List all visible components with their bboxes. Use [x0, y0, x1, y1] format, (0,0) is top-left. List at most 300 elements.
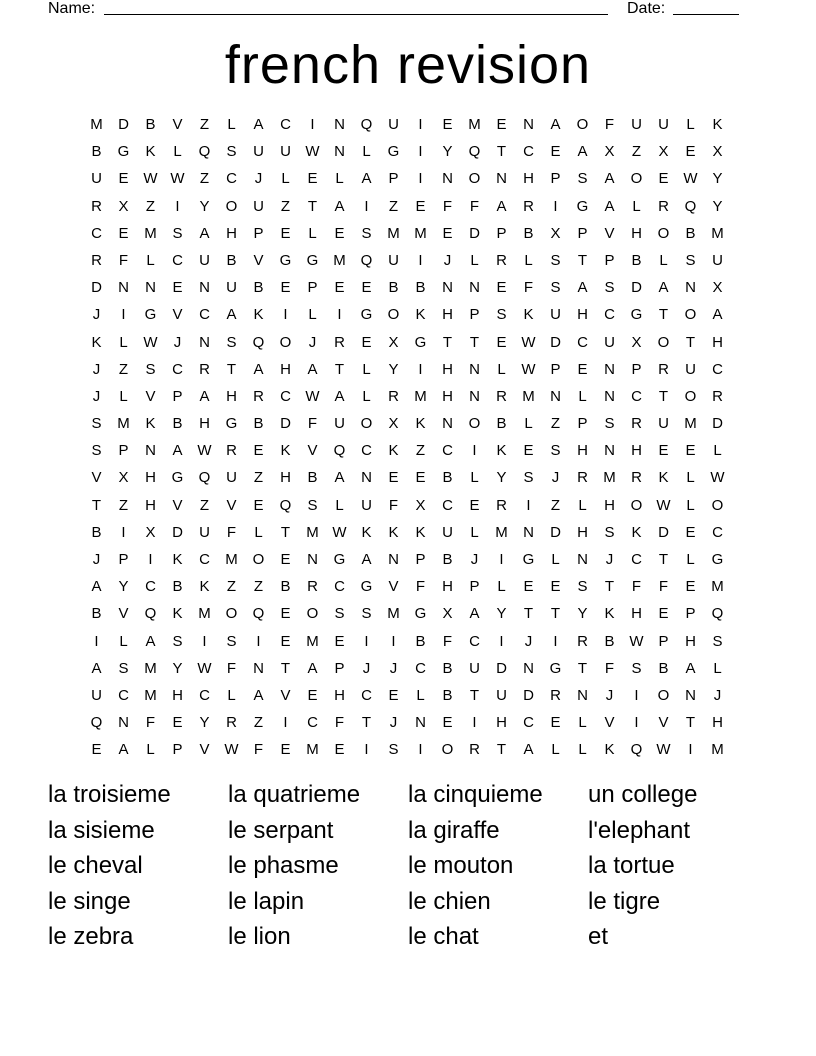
grid-letter: M — [522, 387, 535, 405]
grid-letter: O — [468, 170, 481, 188]
grid-letter: E — [523, 442, 534, 460]
grid-letter: G — [414, 605, 427, 623]
grid-letter: B — [523, 224, 534, 242]
grid-letter: R — [577, 632, 588, 650]
word-bank-item: le chien — [408, 887, 491, 915]
grid-letter: V — [172, 116, 183, 133]
grid-letter: H — [334, 686, 345, 704]
grid-letter: D — [118, 116, 129, 133]
grid-letter: A — [712, 306, 723, 324]
grid-letter: A — [199, 387, 210, 405]
grid-letter: T — [280, 659, 291, 677]
grid-letter: R — [91, 251, 102, 269]
grid-letter: J — [92, 360, 101, 378]
grid-letter: B — [496, 415, 507, 433]
grid-letter: S — [388, 741, 399, 759]
grid-letter: R — [496, 496, 507, 514]
grid-letter: M — [387, 605, 400, 623]
grid-letter: S — [685, 251, 696, 269]
grid-letter: Z — [631, 143, 642, 161]
grid-letter: A — [307, 659, 318, 677]
grid-letter: I — [688, 741, 693, 759]
grid-letter: E — [172, 279, 183, 297]
grid-letter: G — [711, 551, 724, 568]
grid-letter: W — [332, 523, 347, 541]
grid-letter: Y — [712, 197, 723, 215]
grid-letter: J — [92, 551, 101, 568]
grid-letter: J — [713, 686, 722, 704]
grid-letter: N — [523, 523, 534, 541]
grid-letter: M — [603, 469, 616, 487]
grid-letter: U — [631, 116, 642, 133]
grid-letter: T — [442, 333, 453, 351]
grid-letter: R — [631, 469, 642, 487]
grid-letter: E — [334, 741, 345, 759]
grid-letter: U — [550, 306, 561, 324]
grid-letter: I — [499, 632, 504, 650]
word-bank-item: le lion — [228, 923, 291, 950]
grid-letter: U — [442, 523, 453, 541]
grid-letter: G — [630, 306, 643, 324]
grid-letter: X — [604, 143, 615, 161]
grid-letter: N — [469, 279, 480, 297]
grid-letter: W — [305, 143, 320, 161]
word-bank-item: le phasme — [228, 852, 339, 879]
grid-letter: U — [658, 116, 669, 133]
grid-letter: W — [197, 442, 212, 460]
grid-letter: O — [279, 333, 292, 351]
grid-letter: L — [119, 333, 128, 351]
grid-letter: H — [631, 442, 642, 460]
grid-letter: K — [712, 116, 723, 133]
grid-letter: C — [172, 251, 183, 269]
grid-letter: O — [657, 686, 670, 704]
grid-letter: T — [469, 333, 480, 351]
grid-letter: J — [524, 632, 533, 650]
grid-letter: C — [334, 578, 345, 596]
grid-letter: I — [121, 306, 126, 324]
grid-letter: I — [634, 686, 639, 704]
grid-letter: B — [442, 469, 453, 487]
grid-letter: K — [658, 469, 669, 487]
grid-letter: T — [361, 714, 372, 732]
grid-letter: I — [94, 632, 99, 650]
grid-letter: G — [387, 143, 400, 161]
grid-letter: D — [631, 279, 642, 297]
grid-letter: L — [281, 170, 290, 188]
word-search-grid — [83, 111, 731, 764]
word-bank-item: la giraffe — [408, 816, 500, 844]
grid-letter: S — [550, 251, 561, 269]
grid-letter: A — [199, 224, 210, 242]
grid-letter: G — [333, 551, 346, 568]
grid-letter: E — [550, 143, 561, 161]
grid-letter: C — [604, 306, 615, 324]
grid-letter: S — [550, 279, 561, 297]
grid-letter: Y — [577, 605, 588, 623]
grid-letter: M — [90, 116, 103, 133]
grid-letter: C — [199, 306, 210, 324]
grid-letter: Y — [496, 469, 507, 487]
grid-letter: I — [418, 143, 423, 161]
grid-letter: I — [148, 551, 153, 568]
grid-letter: F — [118, 251, 129, 269]
grid-letter: M — [144, 659, 157, 677]
grid-letter: S — [577, 578, 588, 596]
grid-letter: F — [253, 741, 264, 759]
grid-letter: T — [496, 741, 507, 759]
grid-letter: P — [172, 387, 183, 405]
grid-letter: T — [577, 251, 588, 269]
grid-letter: X — [631, 333, 642, 351]
grid-letter: W — [656, 496, 671, 514]
grid-letter: O — [468, 415, 481, 433]
grid-letter: I — [418, 170, 423, 188]
grid-letter: J — [92, 306, 101, 324]
grid-letter: H — [145, 496, 156, 514]
grid-letter: H — [442, 578, 453, 596]
grid-letter: M — [144, 686, 157, 704]
grid-letter: N — [361, 469, 372, 487]
grid-letter: T — [658, 551, 669, 568]
grid-letter: Z — [253, 469, 264, 487]
grid-letter: M — [711, 741, 724, 759]
grid-letter: Z — [280, 197, 291, 215]
grid-letter: E — [550, 578, 561, 596]
grid-letter: E — [442, 714, 453, 732]
grid-letter: Z — [199, 116, 210, 133]
grid-letter: H — [172, 686, 183, 704]
grid-letter: M — [198, 605, 211, 623]
grid-letter: N — [604, 387, 615, 405]
grid-letter: M — [306, 741, 319, 759]
grid-letter: O — [657, 333, 670, 351]
grid-letter: R — [199, 360, 210, 378]
word-bank-item: un college — [588, 781, 698, 808]
grid-letter: O — [630, 496, 643, 514]
grid-letter: K — [496, 442, 507, 460]
grid-letter: C — [523, 143, 534, 161]
grid-letter: A — [334, 469, 345, 487]
grid-letter: E — [253, 496, 264, 514]
grid-letter: M — [333, 251, 346, 269]
grid-letter: O — [360, 415, 373, 433]
grid-letter: R — [496, 251, 507, 269]
grid-letter: A — [361, 170, 372, 188]
grid-letter: E — [334, 279, 345, 297]
grid-letter: N — [145, 279, 156, 297]
grid-letter: Y — [496, 605, 507, 623]
grid-letter: N — [442, 279, 453, 297]
grid-letter: A — [172, 442, 183, 460]
grid-letter: E — [685, 442, 696, 460]
grid-letter: A — [334, 197, 345, 215]
grid-letter: B — [658, 659, 669, 677]
grid-letter: E — [496, 279, 507, 297]
grid-letter: A — [658, 279, 669, 297]
grid-letter: N — [334, 116, 345, 133]
grid-letter: I — [472, 442, 477, 460]
grid-letter: N — [118, 714, 129, 732]
grid-letter: Q — [333, 442, 346, 460]
grid-letter: M — [306, 632, 319, 650]
grid-letter: V — [280, 686, 291, 704]
grid-letter: D — [280, 415, 291, 433]
grid-letter: A — [685, 659, 696, 677]
grid-letter: S — [496, 306, 507, 324]
grid-letter: K — [145, 143, 156, 161]
grid-letter: B — [415, 632, 426, 650]
grid-letter: L — [578, 387, 587, 405]
grid-letter: A — [253, 360, 264, 378]
grid-letter: V — [658, 714, 669, 732]
grid-letter: L — [362, 387, 371, 405]
grid-letter: F — [604, 659, 615, 677]
grid-letter: G — [522, 551, 535, 568]
grid-letter: C — [523, 714, 534, 732]
grid-letter: Z — [550, 415, 561, 433]
grid-letter: V — [226, 496, 237, 514]
grid-letter: X — [415, 496, 426, 514]
grid-letter: I — [121, 523, 126, 541]
grid-letter: C — [577, 333, 588, 351]
word-bank-item: le mouton — [408, 852, 514, 879]
grid-letter: R — [712, 387, 723, 405]
grid-letter: E — [118, 224, 129, 242]
grid-letter: E — [172, 714, 183, 732]
grid-letter: K — [280, 442, 291, 460]
grid-letter: I — [364, 741, 369, 759]
grid-letter: K — [604, 741, 615, 759]
grid-letter: G — [360, 578, 373, 596]
grid-letter: W — [521, 333, 536, 351]
grid-letter: K — [172, 551, 183, 568]
grid-letter: T — [685, 714, 696, 732]
grid-letter: A — [361, 551, 372, 568]
grid-letter: S — [226, 632, 237, 650]
grid-letter: B — [388, 279, 399, 297]
grid-letter: S — [604, 279, 615, 297]
grid-letter: J — [443, 251, 452, 269]
grid-letter: C — [199, 551, 210, 568]
grid-letter: I — [283, 306, 288, 324]
grid-letter: N — [307, 551, 318, 568]
grid-letter: M — [468, 116, 481, 133]
grid-letter: E — [91, 741, 102, 759]
grid-letter: L — [551, 551, 560, 568]
grid-letter: G — [306, 251, 319, 269]
grid-letter: E — [253, 442, 264, 460]
grid-letter: A — [118, 741, 129, 759]
grid-letter: R — [91, 197, 102, 215]
grid-letter: C — [91, 224, 102, 242]
grid-letter: N — [199, 279, 210, 297]
grid-letter: U — [280, 143, 291, 161]
grid-letter: Y — [199, 197, 210, 215]
grid-letter: I — [202, 632, 207, 650]
grid-letter: M — [225, 551, 238, 568]
grid-letter: L — [227, 686, 236, 704]
grid-letter: T — [334, 360, 345, 378]
grid-letter: B — [145, 116, 156, 133]
grid-letter: L — [146, 741, 155, 759]
grid-letter: E — [523, 578, 534, 596]
grid-letter: Q — [468, 143, 481, 161]
grid-letter: F — [658, 578, 669, 596]
grid-letter: T — [496, 143, 507, 161]
grid-letter: R — [577, 469, 588, 487]
grid-letter: S — [631, 659, 642, 677]
grid-letter: B — [172, 415, 183, 433]
grid-letter: A — [334, 387, 345, 405]
grid-letter: H — [145, 469, 156, 487]
grid-letter: V — [604, 714, 615, 732]
grid-letter: S — [226, 143, 237, 161]
grid-letter: F — [388, 496, 399, 514]
word-bank-item: et — [588, 923, 609, 950]
grid-letter: N — [199, 333, 210, 351]
grid-letter: E — [577, 360, 588, 378]
grid-letter: N — [145, 442, 156, 460]
grid-letter: Q — [279, 496, 292, 514]
grid-letter: T — [577, 659, 588, 677]
grid-letter: U — [334, 415, 345, 433]
grid-letter: E — [685, 578, 696, 596]
grid-letter: J — [551, 469, 560, 487]
grid-letter: C — [226, 170, 237, 188]
grid-letter: I — [472, 714, 477, 732]
grid-letter: N — [415, 714, 426, 732]
grid-letter: I — [499, 551, 504, 568]
grid-letter: H — [442, 306, 453, 324]
grid-letter: L — [659, 251, 668, 269]
grid-letter: X — [550, 224, 561, 242]
grid-letter: N — [604, 360, 615, 378]
grid-letter: Q — [252, 333, 265, 351]
grid-letter: G — [144, 306, 157, 324]
grid-letter: L — [119, 632, 128, 650]
grid-letter: F — [307, 415, 318, 433]
grid-letter: M — [684, 415, 697, 433]
grid-letter: K — [415, 523, 426, 541]
grid-letter: D — [496, 659, 507, 677]
grid-letter: W — [683, 170, 698, 188]
grid-letter: L — [254, 523, 263, 541]
grid-letter: I — [391, 632, 396, 650]
grid-letter: J — [389, 714, 398, 732]
grid-letter: H — [712, 333, 723, 351]
grid-letter: E — [280, 632, 291, 650]
grid-letter: L — [551, 741, 560, 759]
grid-letter: K — [145, 415, 156, 433]
word-bank-item: la troisieme — [48, 781, 171, 808]
grid-letter: O — [387, 306, 400, 324]
grid-letter: L — [578, 714, 587, 732]
grid-letter: A — [604, 170, 615, 188]
grid-letter: S — [226, 333, 237, 351]
grid-letter: J — [605, 686, 614, 704]
grid-letter: L — [335, 170, 344, 188]
grid-letter: Y — [442, 143, 453, 161]
grid-letter: S — [712, 632, 723, 650]
grid-letter: H — [442, 360, 453, 378]
grid-letter: P — [550, 170, 561, 188]
word-bank-item: la quatrieme — [228, 781, 361, 808]
grid-letter: T — [604, 578, 615, 596]
grid-letter: X — [658, 143, 669, 161]
grid-letter: F — [226, 523, 237, 541]
grid-letter: M — [144, 224, 157, 242]
grid-letter: L — [686, 551, 695, 568]
grid-letter: I — [418, 741, 423, 759]
name-label: Name: — [48, 0, 96, 17]
grid-letter: G — [576, 197, 589, 215]
grid-letter: V — [604, 224, 615, 242]
grid-letter: N — [685, 279, 696, 297]
grid-letter: U — [91, 686, 102, 704]
grid-letter: H — [631, 605, 642, 623]
grid-letter: T — [658, 387, 669, 405]
grid-letter: O — [711, 496, 724, 514]
grid-letter: B — [442, 659, 453, 677]
grid-letter: C — [118, 686, 129, 704]
grid-letter: M — [711, 578, 724, 596]
grid-letter: S — [523, 469, 534, 487]
grid-letter: L — [146, 251, 155, 269]
grid-letter: W — [143, 333, 158, 351]
grid-letter: O — [684, 306, 697, 324]
grid-letter: M — [711, 224, 724, 242]
grid-letter: U — [685, 360, 696, 378]
grid-letter: F — [145, 714, 156, 732]
grid-letter: S — [334, 605, 345, 623]
grid-letter: S — [307, 496, 318, 514]
grid-letter: G — [549, 659, 562, 677]
grid-letter: N — [577, 686, 588, 704]
grid-letter: B — [91, 523, 102, 541]
grid-letter: P — [253, 224, 264, 242]
grid-letter: Z — [118, 360, 129, 378]
grid-letter: K — [91, 333, 102, 351]
grid-letter: L — [227, 116, 236, 133]
word-bank-item: le zebra — [48, 923, 134, 950]
grid-letter: X — [388, 415, 399, 433]
grid-letter: B — [604, 632, 615, 650]
grid-letter: R — [658, 197, 669, 215]
grid-letter: P — [469, 578, 480, 596]
grid-letter: L — [524, 251, 533, 269]
grid-letter: N — [334, 143, 345, 161]
grid-letter: O — [225, 197, 238, 215]
grid-letter: E — [658, 605, 669, 623]
grid-letter: U — [199, 523, 210, 541]
grid-letter: U — [199, 251, 210, 269]
worksheet-header — [48, 0, 748, 21]
grid-letter: F — [442, 632, 453, 650]
grid-letter: E — [280, 224, 291, 242]
grid-letter: C — [712, 360, 723, 378]
grid-letter: V — [253, 251, 264, 269]
grid-letter: A — [91, 659, 102, 677]
grid-letter: L — [416, 686, 425, 704]
grid-letter: P — [577, 224, 588, 242]
grid-letter: M — [117, 415, 130, 433]
grid-letter: W — [170, 170, 185, 188]
grid-letter: N — [442, 415, 453, 433]
grid-letter: T — [280, 523, 291, 541]
grid-letter: J — [254, 170, 263, 188]
grid-letter: E — [334, 224, 345, 242]
